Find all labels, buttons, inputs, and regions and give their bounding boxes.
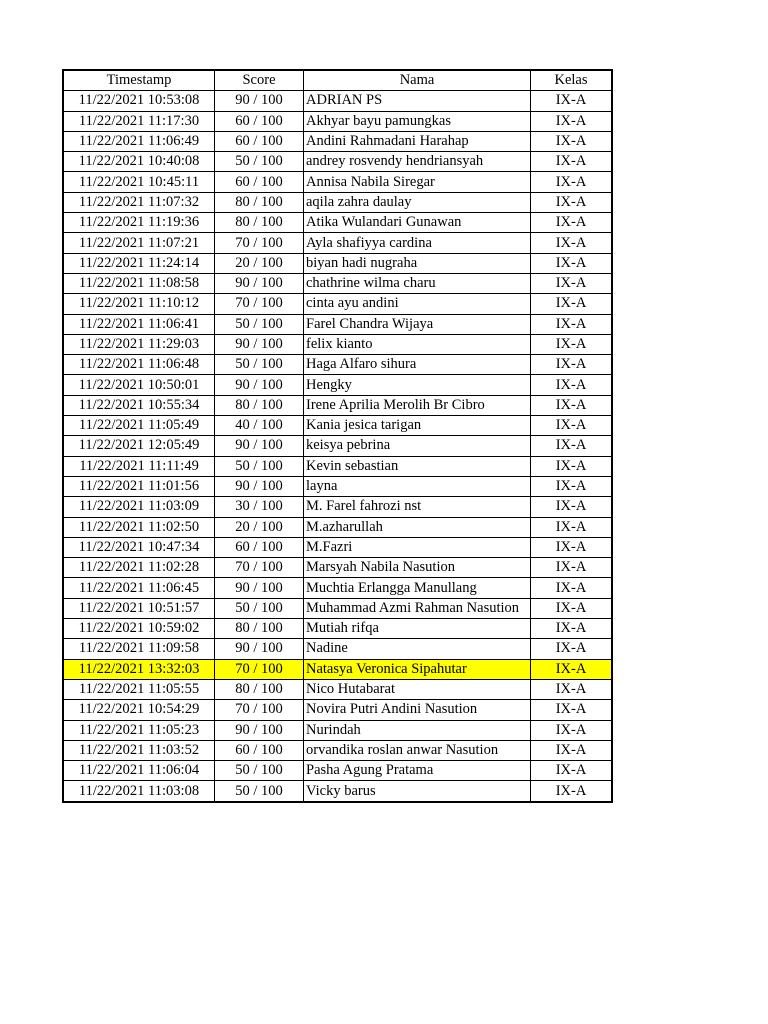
table-row [63, 172, 612, 192]
score-cell: 60 / 100 [215, 537, 304, 557]
header-timestamp: Timestamp [63, 70, 215, 91]
score-cell: 50 / 100 [215, 456, 304, 476]
nama-cell: Vicky barus [304, 781, 531, 802]
kelas-cell: IX-A [531, 639, 613, 659]
table-row [63, 761, 612, 781]
score-cell: 40 / 100 [215, 416, 304, 436]
score-cell: 80 / 100 [215, 395, 304, 415]
score-cell: 30 / 100 [215, 497, 304, 517]
kelas-cell: IX-A [531, 558, 613, 578]
table-row [63, 314, 612, 334]
kelas-cell: IX-A [531, 537, 613, 557]
nama-cell: aqila zahra daulay [304, 192, 531, 212]
nama-cell: Pasha Agung Pratama [304, 761, 531, 781]
score-cell: 50 / 100 [215, 761, 304, 781]
table-row [63, 355, 612, 375]
nama-cell: ADRIAN PS [304, 91, 531, 111]
score-cell: 90 / 100 [215, 436, 304, 456]
kelas-cell: IX-A [531, 416, 613, 436]
score-cell: 80 / 100 [215, 619, 304, 639]
timestamp-cell: 11/22/2021 13:32:03 [63, 659, 215, 679]
table-row [63, 233, 612, 253]
nama-cell: Hengky [304, 375, 531, 395]
timestamp-cell: 11/22/2021 11:11:49 [63, 456, 215, 476]
table-row [63, 497, 612, 517]
kelas-cell: IX-A [531, 497, 613, 517]
score-cell: 60 / 100 [215, 111, 304, 131]
score-cell: 90 / 100 [215, 375, 304, 395]
timestamp-cell: 11/22/2021 11:10:12 [63, 294, 215, 314]
timestamp-cell: 11/22/2021 11:06:41 [63, 314, 215, 334]
timestamp-cell: 11/22/2021 10:55:34 [63, 395, 215, 415]
score-cell: 60 / 100 [215, 740, 304, 760]
kelas-cell: IX-A [531, 334, 613, 354]
kelas-cell: IX-A [531, 659, 613, 679]
nama-cell: biyan hadi nugraha [304, 253, 531, 273]
timestamp-cell: 11/22/2021 10:51:57 [63, 598, 215, 618]
kelas-cell: IX-A [531, 740, 613, 760]
nama-cell: chathrine wilma charu [304, 273, 531, 293]
nama-cell: felix kianto [304, 334, 531, 354]
kelas-cell: IX-A [531, 233, 613, 253]
header-nama: Nama [304, 70, 531, 91]
table-row [63, 375, 612, 395]
timestamp-cell: 11/22/2021 11:02:50 [63, 517, 215, 537]
timestamp-cell: 11/22/2021 11:09:58 [63, 639, 215, 659]
nama-cell: Kania jesica tarigan [304, 416, 531, 436]
kelas-cell: IX-A [531, 172, 613, 192]
kelas-cell: IX-A [531, 131, 613, 151]
table-row [63, 91, 612, 111]
table-row [63, 476, 612, 496]
nama-cell: M.Fazri [304, 537, 531, 557]
table-row [63, 679, 612, 699]
table-row [63, 273, 612, 293]
table-row [63, 294, 612, 314]
table-row [63, 537, 612, 557]
table-row [63, 740, 612, 760]
kelas-cell: IX-A [531, 720, 613, 740]
table-row [63, 598, 612, 618]
timestamp-cell: 11/22/2021 11:07:21 [63, 233, 215, 253]
table-row [63, 152, 612, 172]
kelas-cell: IX-A [531, 213, 613, 233]
nama-cell: Novira Putri Andini Nasution [304, 700, 531, 720]
nama-cell: M. Farel fahrozi nst [304, 497, 531, 517]
table-row [63, 131, 612, 151]
nama-cell: layna [304, 476, 531, 496]
nama-cell: Atika Wulandari Gunawan [304, 213, 531, 233]
table-row [63, 700, 612, 720]
timestamp-cell: 11/22/2021 10:54:29 [63, 700, 215, 720]
timestamp-cell: 11/22/2021 11:05:23 [63, 720, 215, 740]
table-row [63, 639, 612, 659]
table-row [63, 436, 612, 456]
score-cell: 70 / 100 [215, 659, 304, 679]
kelas-cell: IX-A [531, 91, 613, 111]
timestamp-cell: 11/22/2021 11:01:56 [63, 476, 215, 496]
score-cell: 80 / 100 [215, 192, 304, 212]
kelas-cell: IX-A [531, 355, 613, 375]
kelas-cell: IX-A [531, 781, 613, 802]
score-cell: 90 / 100 [215, 91, 304, 111]
timestamp-cell: 11/22/2021 11:05:49 [63, 416, 215, 436]
table-row [63, 558, 612, 578]
nama-cell: cinta ayu andini [304, 294, 531, 314]
nama-cell: andrey rosvendy hendriansyah [304, 152, 531, 172]
nama-cell: Haga Alfaro sihura [304, 355, 531, 375]
timestamp-cell: 11/22/2021 11:02:28 [63, 558, 215, 578]
timestamp-cell: 11/22/2021 11:06:04 [63, 761, 215, 781]
score-cell: 80 / 100 [215, 679, 304, 699]
table-body [63, 91, 612, 802]
kelas-cell: IX-A [531, 517, 613, 537]
score-cell: 50 / 100 [215, 152, 304, 172]
kelas-cell: IX-A [531, 273, 613, 293]
score-cell: 50 / 100 [215, 314, 304, 334]
nama-cell: Muhammad Azmi Rahman Nasution [304, 598, 531, 618]
score-table [62, 69, 613, 803]
kelas-cell: IX-A [531, 761, 613, 781]
kelas-cell: IX-A [531, 456, 613, 476]
nama-cell: Nurindah [304, 720, 531, 740]
kelas-cell: IX-A [531, 152, 613, 172]
nama-cell: orvandika roslan anwar Nasution [304, 740, 531, 760]
timestamp-cell: 11/22/2021 11:06:49 [63, 131, 215, 151]
kelas-cell: IX-A [531, 192, 613, 212]
nama-cell: Mutiah rifqa [304, 619, 531, 639]
table-row [63, 517, 612, 537]
timestamp-cell: 11/22/2021 11:05:55 [63, 679, 215, 699]
score-cell: 60 / 100 [215, 131, 304, 151]
timestamp-cell: 11/22/2021 11:17:30 [63, 111, 215, 131]
timestamp-cell: 11/22/2021 10:40:08 [63, 152, 215, 172]
table-row [63, 578, 612, 598]
table-row [63, 111, 612, 131]
nama-cell: Kevin sebastian [304, 456, 531, 476]
score-cell: 90 / 100 [215, 273, 304, 293]
table-row [63, 253, 612, 273]
kelas-cell: IX-A [531, 700, 613, 720]
nama-cell: M.azharullah [304, 517, 531, 537]
timestamp-cell: 11/22/2021 11:06:45 [63, 578, 215, 598]
score-cell: 90 / 100 [215, 639, 304, 659]
timestamp-cell: 11/22/2021 11:24:14 [63, 253, 215, 273]
timestamp-cell: 11/22/2021 10:53:08 [63, 91, 215, 111]
table-row [63, 395, 612, 415]
kelas-cell: IX-A [531, 314, 613, 334]
nama-cell: keisya pebrina [304, 436, 531, 456]
nama-cell: Muchtia Erlangga Manullang [304, 578, 531, 598]
score-cell: 50 / 100 [215, 355, 304, 375]
header-kelas: Kelas [531, 70, 613, 91]
kelas-cell: IX-A [531, 436, 613, 456]
kelas-cell: IX-A [531, 619, 613, 639]
score-cell: 20 / 100 [215, 517, 304, 537]
timestamp-cell: 11/22/2021 10:59:02 [63, 619, 215, 639]
nama-cell: Natasya Veronica Sipahutar [304, 659, 531, 679]
kelas-cell: IX-A [531, 111, 613, 131]
kelas-cell: IX-A [531, 679, 613, 699]
score-cell: 90 / 100 [215, 334, 304, 354]
nama-cell: Akhyar bayu pamungkas [304, 111, 531, 131]
kelas-cell: IX-A [531, 294, 613, 314]
timestamp-cell: 11/22/2021 11:29:03 [63, 334, 215, 354]
nama-cell: Ayla shafiyya cardina [304, 233, 531, 253]
timestamp-cell: 11/22/2021 11:06:48 [63, 355, 215, 375]
timestamp-cell: 11/22/2021 11:19:36 [63, 213, 215, 233]
timestamp-cell: 11/22/2021 11:07:32 [63, 192, 215, 212]
nama-cell: Irene Aprilia Merolih Br Cibro [304, 395, 531, 415]
kelas-cell: IX-A [531, 395, 613, 415]
table-row [63, 416, 612, 436]
score-cell: 70 / 100 [215, 233, 304, 253]
nama-cell: Annisa Nabila Siregar [304, 172, 531, 192]
score-cell: 60 / 100 [215, 172, 304, 192]
timestamp-cell: 11/22/2021 11:03:09 [63, 497, 215, 517]
score-cell: 90 / 100 [215, 578, 304, 598]
timestamp-cell: 11/22/2021 11:08:58 [63, 273, 215, 293]
score-cell: 50 / 100 [215, 598, 304, 618]
nama-cell: Andini Rahmadani Harahap [304, 131, 531, 151]
header-score: Score [215, 70, 304, 91]
kelas-cell: IX-A [531, 476, 613, 496]
kelas-cell: IX-A [531, 253, 613, 273]
timestamp-cell: 11/22/2021 11:03:52 [63, 740, 215, 760]
score-cell: 90 / 100 [215, 476, 304, 496]
table-row [63, 659, 612, 679]
kelas-cell: IX-A [531, 598, 613, 618]
kelas-cell: IX-A [531, 578, 613, 598]
nama-cell: Nadine [304, 639, 531, 659]
table-row [63, 213, 612, 233]
score-cell: 90 / 100 [215, 720, 304, 740]
table-row [63, 781, 612, 802]
kelas-cell: IX-A [531, 375, 613, 395]
timestamp-cell: 11/22/2021 12:05:49 [63, 436, 215, 456]
table-row [63, 334, 612, 354]
nama-cell: Farel Chandra Wijaya [304, 314, 531, 334]
timestamp-cell: 11/22/2021 10:47:34 [63, 537, 215, 557]
nama-cell: Marsyah Nabila Nasution [304, 558, 531, 578]
score-cell: 70 / 100 [215, 558, 304, 578]
score-cell: 20 / 100 [215, 253, 304, 273]
table-row [63, 456, 612, 476]
table-row [63, 619, 612, 639]
timestamp-cell: 11/22/2021 10:50:01 [63, 375, 215, 395]
score-cell: 50 / 100 [215, 781, 304, 802]
table-row [63, 192, 612, 212]
header-row [63, 70, 612, 91]
table-row [63, 720, 612, 740]
score-cell: 70 / 100 [215, 700, 304, 720]
nama-cell: Nico Hutabarat [304, 679, 531, 699]
score-cell: 70 / 100 [215, 294, 304, 314]
timestamp-cell: 11/22/2021 10:45:11 [63, 172, 215, 192]
timestamp-cell: 11/22/2021 11:03:08 [63, 781, 215, 802]
score-cell: 80 / 100 [215, 213, 304, 233]
